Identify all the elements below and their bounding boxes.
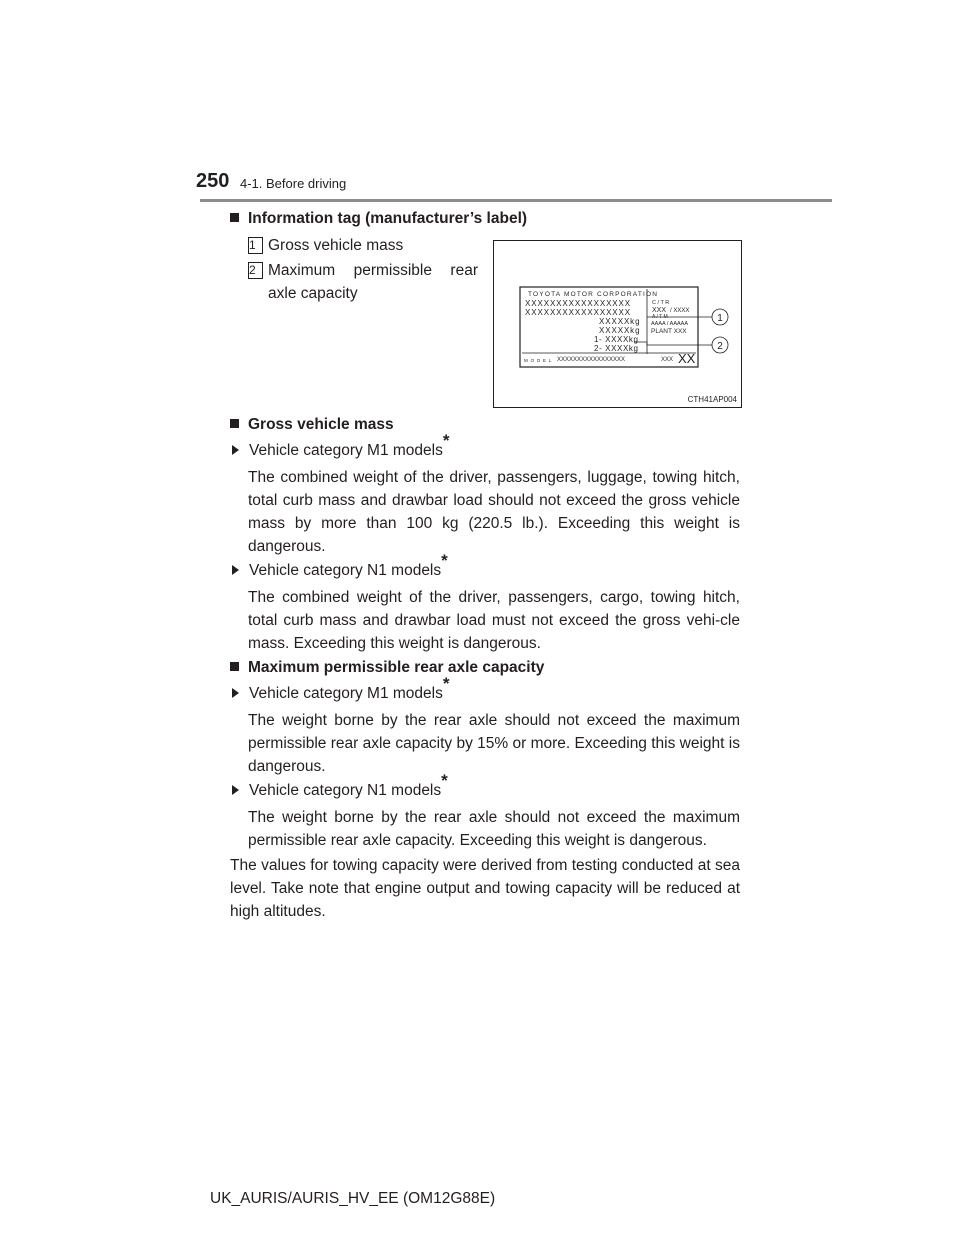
gross-m1-label [232, 430, 450, 460]
gross-n1-text: The combined weight of the driver, passengers, cargo, towing hitch, total curb mass and drawbar load must not exceed the gross vehi-cle mass. Exceeding this weight is dangerous. [248, 589, 740, 652]
gross-m1-label-text: Vehicle category M1 models [249, 442, 443, 459]
axle-n1-text: The weight borne by the rear axle should not exceed the maximum permissible rear axle capacity. Exceeding this weight is dangerous. [248, 809, 740, 849]
callout-1-number: 1 [717, 313, 723, 324]
arrow-bullet-icon [232, 565, 239, 575]
asterisk-mark: * [442, 430, 450, 450]
page-number: 250 [196, 170, 230, 192]
label-model: M O D E L [524, 358, 553, 363]
gross-m1-text: The combined weight of the driver, passengers, luggage, towing hitch, total curb mass and drawbar load should not exceed the gross vehicle mass by more than 100 kg (220.5 lb.). Exceeding this weight is dangerous. [248, 469, 740, 555]
arrow-bullet-icon [232, 785, 239, 795]
square-bullet-icon [230, 662, 239, 671]
label-company: TOYOTA MOTOR CORPORATION [528, 291, 659, 298]
asterisk-mark: * [441, 770, 448, 790]
arrow-bullet-icon [232, 688, 239, 698]
label-axle-1: 1- XXXXkg [594, 335, 639, 344]
tag-legend-label: Gross vehicle mass [268, 237, 404, 254]
label-ctr-value-2: / XXXX [670, 308, 690, 314]
label-model-value: XXXXXXXXXXXXXXXXX [557, 357, 626, 363]
callout-2-number: 2 [717, 341, 723, 352]
label-aaaa: AAAA / AAAAA [651, 321, 688, 327]
gross-n1-label-text: Vehicle category N1 models [249, 562, 442, 579]
number-1-icon: 1 [248, 237, 263, 254]
label-ctr: C / T R [652, 300, 670, 306]
document-footer: UK_AURIS/AURIS_HV_EE (OM12G88E) [210, 1190, 496, 1207]
axle-capacity-heading [230, 659, 544, 677]
gross-mass-heading-text: Gross vehicle mass [248, 416, 394, 433]
tag-legend-label: Maximum permissible rear axle capacity [268, 262, 478, 302]
closing-paragraph: The values for towing capacity were derived from testing conducted at sea level. Take note that engine output and towing capacity will be reduced at high altitudes. [230, 857, 740, 920]
section-label: 4-1. Before driving [240, 176, 347, 191]
label-axle-2: 2- XXXXkg [594, 344, 639, 353]
label-plant: PLANT XXX [651, 328, 687, 335]
header-rule [200, 199, 832, 202]
label-row-2: XXXXXXXXXXXXXXXXX [525, 308, 632, 317]
tag-legend-list [248, 234, 478, 307]
label-atm: A / T M [652, 314, 668, 320]
label-mass-2: XXXXXkg [599, 326, 641, 335]
info-tag-figure [493, 240, 742, 408]
label-row-1: XXXXXXXXXXXXXXXXX [525, 299, 632, 308]
asterisk-mark: * [441, 550, 448, 570]
axle-n1-label [232, 770, 448, 800]
figure-caption: CTH41AP004 [687, 395, 737, 404]
manufacturer-label-illustration [494, 241, 741, 407]
label-ctr-value: XXX [652, 307, 667, 314]
gross-mass-heading [230, 416, 394, 434]
square-bullet-icon [230, 419, 239, 428]
number-2-icon: 2 [248, 262, 263, 279]
asterisk-mark: * [442, 673, 450, 693]
info-tag-heading-text: Information tag (manufacturer’s label) [248, 210, 528, 227]
square-bullet-icon [230, 213, 239, 222]
axle-m1-label [232, 673, 450, 703]
axle-m1-text: The weight borne by the rear axle should not exceed the maximum permissible rear axle capacity by 15% or more. Exceeding this weight is dangerous. [248, 712, 740, 775]
label-mass-1: XXXXXkg [599, 317, 641, 326]
arrow-bullet-icon [232, 445, 239, 455]
tag-legend-item [248, 259, 478, 305]
tag-legend-item [248, 234, 478, 257]
label-xx: XX [678, 351, 696, 366]
info-tag-heading [230, 210, 527, 228]
axle-capacity-heading-text: Maximum permissible rear axle capacity [248, 659, 545, 676]
axle-n1-label-text: Vehicle category N1 models [249, 782, 442, 799]
gross-n1-label [232, 550, 448, 580]
label-xxx: XXX [661, 357, 674, 363]
axle-m1-label-text: Vehicle category M1 models [249, 685, 443, 702]
